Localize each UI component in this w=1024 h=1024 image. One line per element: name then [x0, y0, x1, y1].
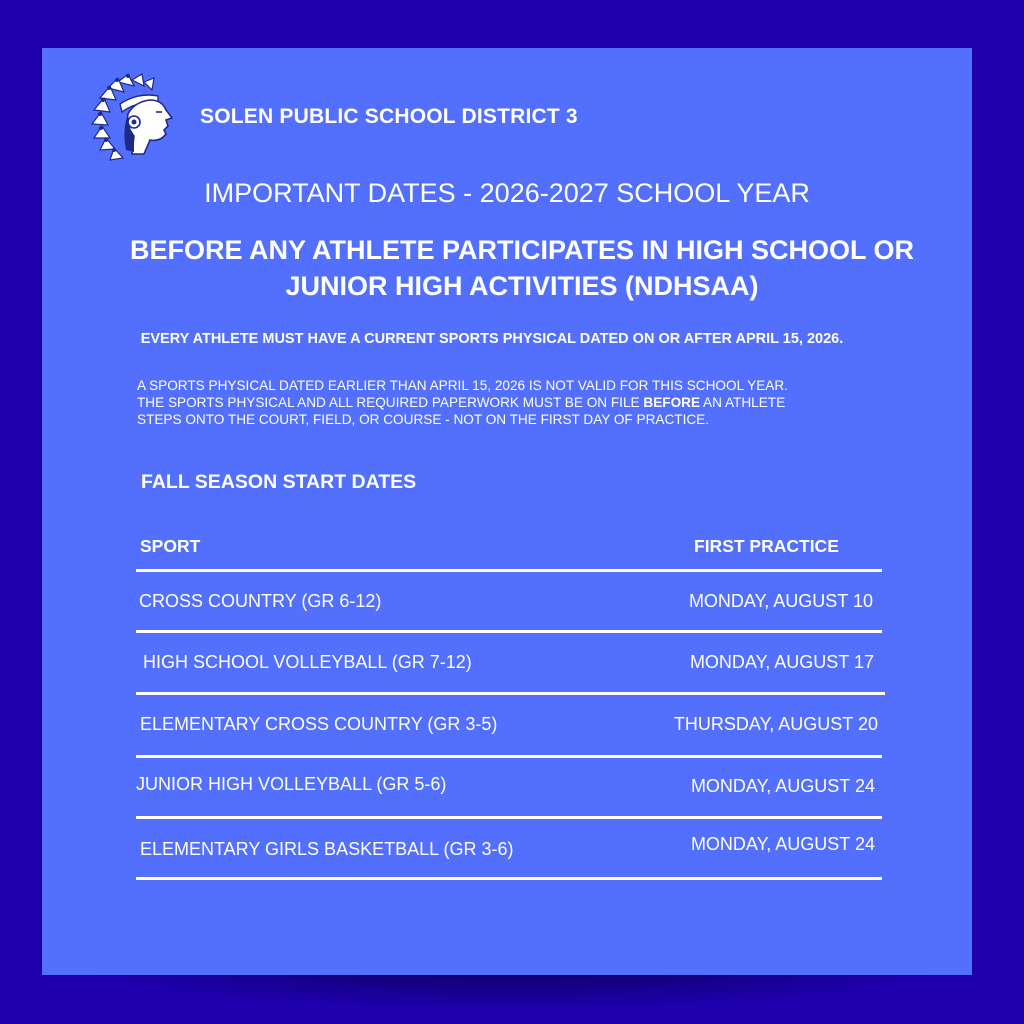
table-row-3-date: THURSDAY, AUGUST 20: [673, 714, 878, 734]
notes-line-2: [137, 394, 788, 411]
notes-line-2-emphasis: BEFORE: [643, 395, 701, 410]
flyer-panel: [42, 48, 972, 975]
table-row-5-date: MONDAY, AUGUST 24: [690, 834, 875, 854]
headline-line-1: BEFORE ANY ATHLETE PARTICIPATES IN HIGH SCHOOL OR: [129, 235, 915, 265]
table-row-4-date: MONDAY, AUGUST 24: [690, 776, 875, 796]
notes-line-2-start: THE SPORTS PHYSICAL AND ALL REQUIRED PAPERWORK MUST BE ON FILE: [137, 395, 644, 410]
column-header-sport: SPORT: [140, 536, 201, 556]
headline: [122, 232, 922, 304]
warrior-headdress-logo-icon: [88, 70, 188, 166]
notes-line-1: A SPORTS PHYSICAL DATED EARLIER THAN APRIL 15, 2026 IS NOT VALID FOR THIS SCHOOL YEAR.: [137, 378, 788, 393]
table-rule: [136, 755, 882, 758]
table-row-5-sport: ELEMENTARY GIRLS BASKETBALL (GR 3-6): [140, 839, 514, 859]
physical-requirement: EVERY ATHLETE MUST HAVE A CURRENT SPORTS PHYSICAL DATED ON OR AFTER APRIL 15, 2026.: [140, 331, 844, 347]
table-row-2-sport: HIGH SCHOOL VOLLEYBALL (GR 7-12): [143, 652, 472, 672]
section-title: FALL SEASON START DATES: [141, 471, 417, 493]
notes-line-2-end: AN ATHLETE: [700, 395, 786, 410]
table-rule: [136, 569, 882, 572]
headline-line-2: JUNIOR HIGH ACTIVITIES (NDHSAA): [285, 271, 759, 301]
table-row-3-sport: ELEMENTARY CROSS COUNTRY (GR 3-5): [140, 714, 498, 734]
physical-notes: [137, 377, 788, 428]
table-rule: [136, 692, 885, 695]
table-row-2-date: MONDAY, AUGUST 17: [689, 652, 874, 672]
table-rule: [136, 630, 882, 633]
notes-line-3: STEPS ONTO THE COURT, FIELD, OR COURSE - NOT ON THE FIRST DAY OF PRACTICE.: [137, 412, 710, 427]
table-row-4-sport: JUNIOR HIGH VOLLEYBALL (GR 5-6): [136, 774, 447, 794]
page-title: IMPORTANT DATES - 2026-2027 SCHOOL YEAR: [204, 178, 810, 208]
table-rule: [136, 877, 882, 880]
column-header-first-practice: FIRST PRACTICE: [694, 536, 839, 556]
table-rule: [136, 816, 882, 819]
table-row-1-sport: CROSS COUNTRY (GR 6-12): [139, 591, 382, 611]
table-row-1-date: MONDAY, AUGUST 10: [688, 591, 873, 611]
district-name: SOLEN PUBLIC SCHOOL DISTRICT 3: [200, 105, 578, 128]
